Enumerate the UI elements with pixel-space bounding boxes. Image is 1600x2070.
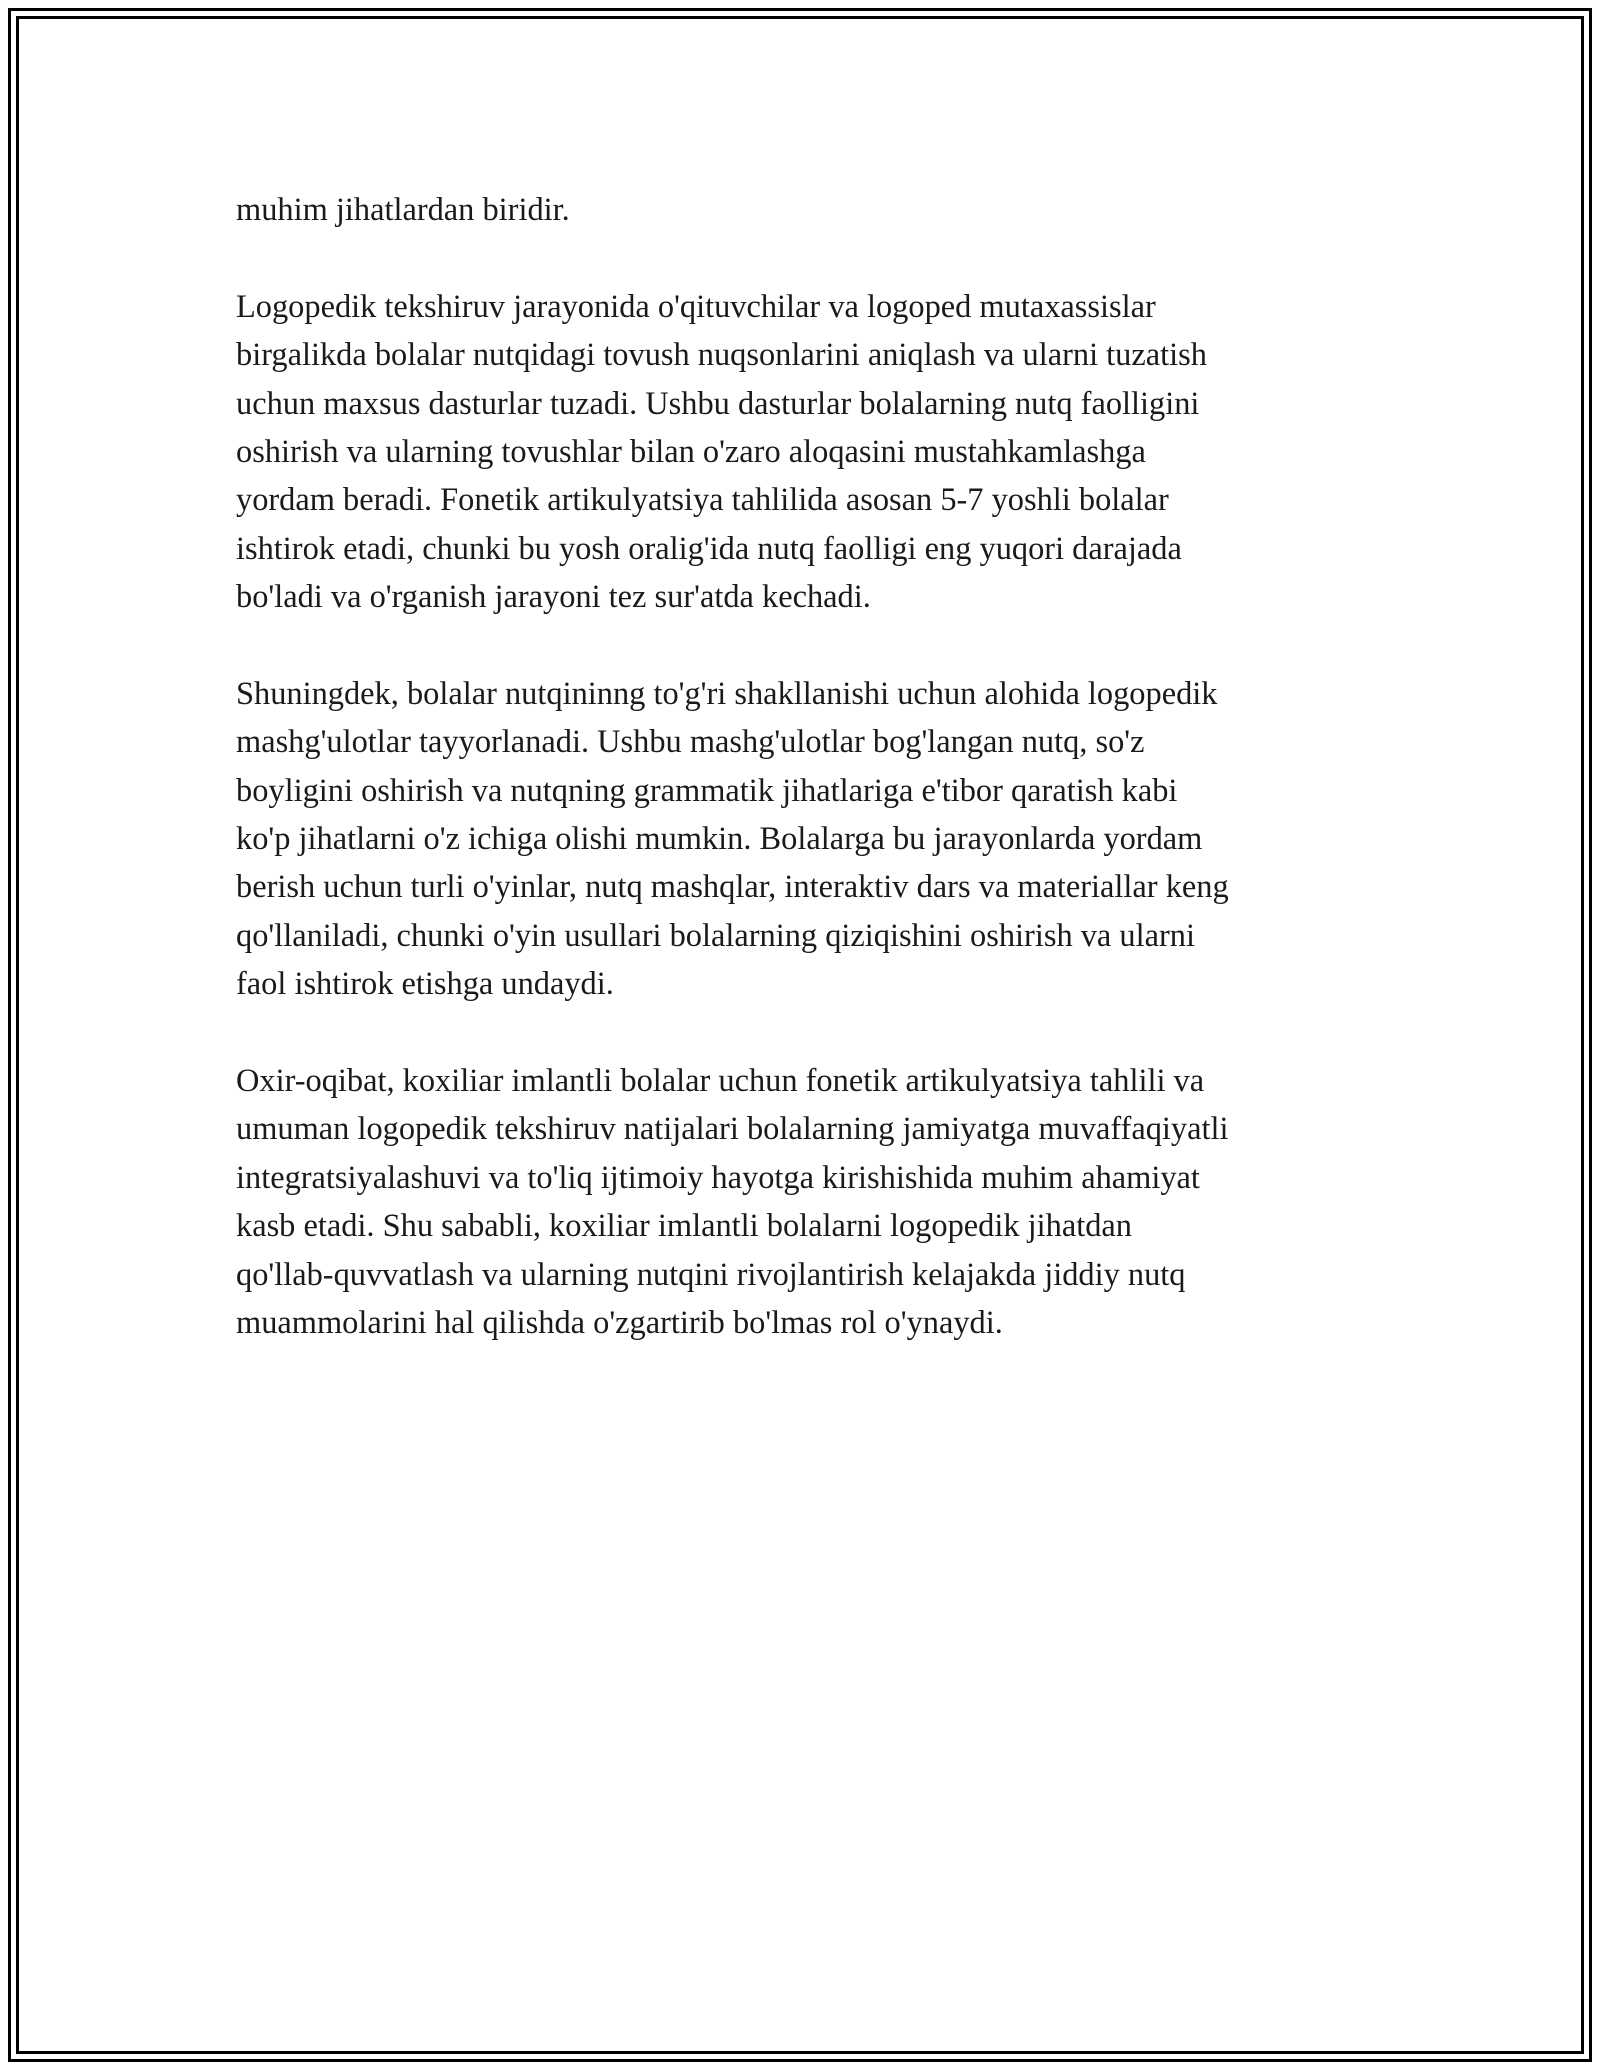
text-line: qo'llab-quvvatlash va ularning nutqini rivojlantirish kelajakda jiddiy nutq — [236, 1256, 1186, 1293]
text-line: umuman logopedik tekshiruv natijalari bolalarning jamiyatga muvaffaqiyatli — [236, 1111, 1229, 1148]
paragraph-continuation — [236, 186, 1366, 234]
paragraph-conclusion — [236, 1057, 1366, 1347]
document-body — [236, 186, 1366, 1347]
paragraph-gap — [236, 622, 1366, 670]
text-line: mashg'ulotlar tayyorlanadi. Ushbu mashg'ulotlar bog'langan nutq, so'z — [236, 724, 1145, 761]
text-line: integratsiyalashuvi va to'liq ijtimoiy hayotga kirishishida muhim ahamiyat — [236, 1159, 1200, 1196]
text-line: ishtirok etadi, chunki bu yosh oralig'ida nutq faolligi eng yuqori darajada — [236, 530, 1182, 567]
paragraph-gap — [236, 1009, 1366, 1057]
text-line: muammolarini hal qilishda o'zgartirib bo'lmas rol o'ynaydi. — [236, 1304, 1003, 1341]
text-line: qo'llaniladi, chunki o'yin usullari bolalarning qiziqishini oshirish va ularni — [236, 917, 1195, 954]
text-line: uchun maxsus dasturlar tuzadi. Ushbu dasturlar bolalarning nutq faolligini — [236, 385, 1200, 422]
text-line: kasb etadi. Shu sababli, koxiliar imlantli bolalarni logopedik jihatdan — [236, 1208, 1132, 1245]
paragraph-logopedic-examination — [236, 283, 1366, 622]
text-line: bo'ladi va o'rganish jarayoni tez sur'atda kechadi. — [236, 579, 871, 616]
text-line: boyligini oshirish va nutqning grammatik jihatlariga e'tibor qaratish kabi — [236, 772, 1178, 809]
text-line: muhim jihatlardan biridir. — [236, 192, 570, 228]
text-line: oshirish va ularning tovushlar bilan o'zaro aloqasini mustahkamlashga — [236, 433, 1146, 470]
text-line: berish uchun turli o'yinlar, nutq mashqlar, interaktiv dars va materiallar keng — [236, 869, 1229, 906]
paragraph-gap — [236, 234, 1366, 282]
text-line: Oxir-oqibat, koxiliar imlantli bolalar uchun fonetik artikulyatsiya tahlili va — [236, 1063, 1205, 1100]
paragraph-speech-exercises — [236, 670, 1366, 1009]
text-line: faol ishtirok etishga undaydi. — [236, 966, 614, 1003]
text-line: ko'p jihatlarni o'z ichiga olishi mumkin. Bolalarga bu jarayonlarda yordam — [236, 821, 1203, 858]
text-line: Logopedik tekshiruv jarayonida o'qituvchilar va logoped mutaxassislar — [236, 288, 1156, 325]
text-line: yordam beradi. Fonetik artikulyatsiya tahlilida asosan 5-7 yoshli bolalar — [236, 482, 1169, 519]
text-line: Shuningdek, bolalar nutqininng to'g'ri shakllanishi uchun alohida logopedik — [236, 675, 1218, 712]
text-line: birgalikda bolalar nutqidagi tovush nuqsonlarini aniqlash va ularni tuzatish — [236, 337, 1207, 374]
